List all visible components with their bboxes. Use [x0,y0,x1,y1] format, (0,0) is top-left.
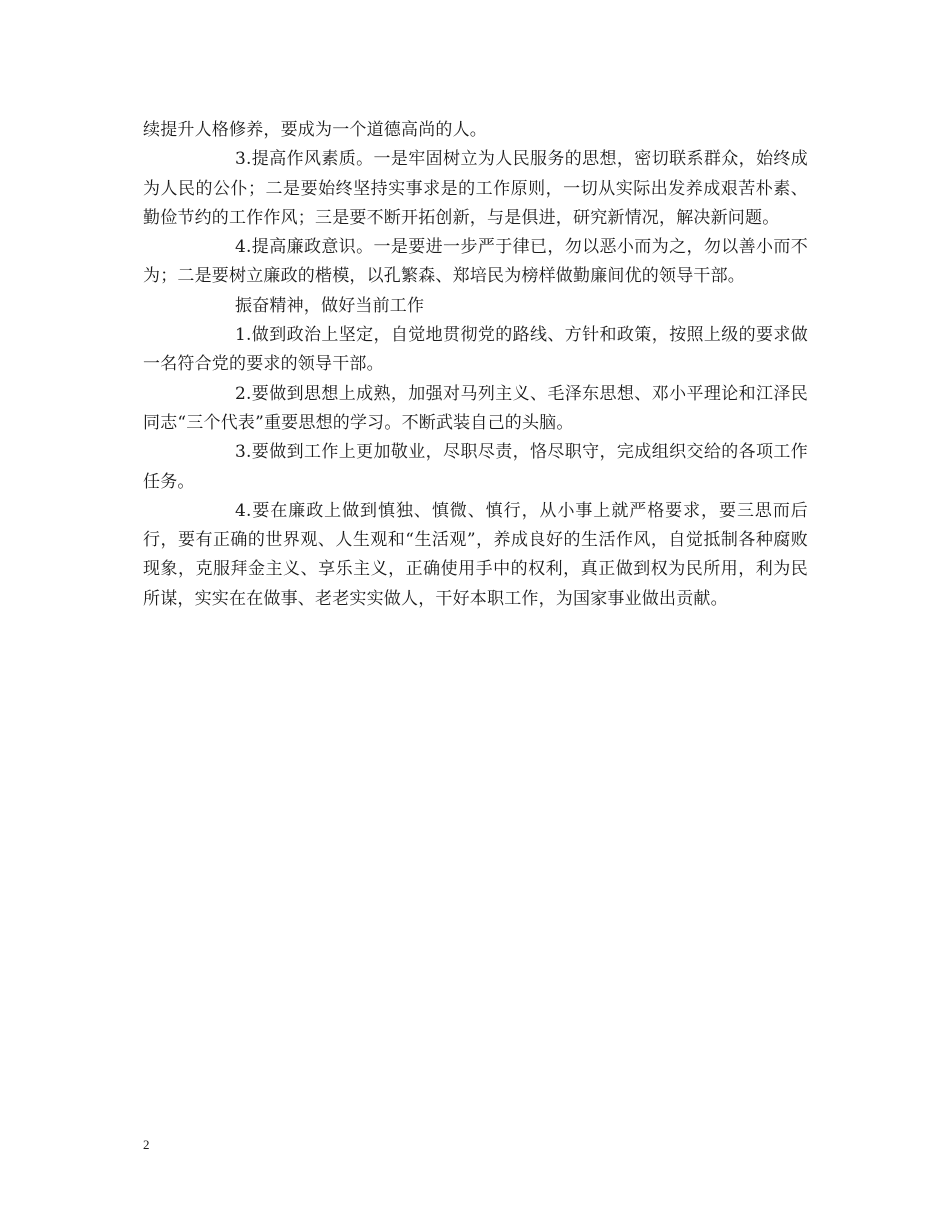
page-number: 2 [143,1137,150,1152]
paragraph-continuation: 续提升人格修养，要成为一个道德高尚的人。 [143,120,487,140]
paragraph-improve-work-style: 3.提高作风素质。一是牢固树立为人民服务的思想，密切联系群众，始终成为人民的公仆；二是要始终坚持实事求是的工作原则，一切从实际出发养成艰苦朴素、勤俭节约的工作作风；三是要不断开拓创新，与是俱进，研究新情况，解决新问题。 [143,149,808,228]
paragraph-dedication: 3.要做到工作上更加敬业，尽职尽责，恪尽职守，完成组织交给的各项工作任务。 [143,442,808,492]
paragraph-ideological-maturity: 2.要做到思想上成熟，加强对马列主义、毛泽东思想、邓小平理论和江泽民同志“三个代表”重要思想的学习。不断武装自己的头脑。 [143,383,808,433]
document-body [143,116,808,614]
paragraph-clean-governance: 4.要在廉政上做到慎独、慎微、慎行，从小事上就严格要求，要三思而后行，要有正确的世界观、人生观和“生活观”，养成良好的生活作风，自觉抵制各种腐败现象，克服拜金主义、享乐主义，正确使用手中的权利，真正做到权为民所用，利为民所谋，实实在在做事、老老实实做人，干好本职工作，为国家事业做出贡献。 [143,500,808,609]
paragraph-improve-integrity: 4.提高廉政意识。一是要进一步严于律已，勿以恶小而为之，勿以善小而不为；二是要树立廉政的楷模，以孔繁森、郑培民为榜样做勤廉间优的领导干部。 [143,237,808,287]
section-heading: 振奋精神，做好当前工作 [235,295,425,316]
paragraph-political-firmness: 1.做到政治上坚定，自觉地贯彻党的路线、方针和政策，按照上级的要求做一名符合党的要求的领导干部。 [143,325,808,375]
